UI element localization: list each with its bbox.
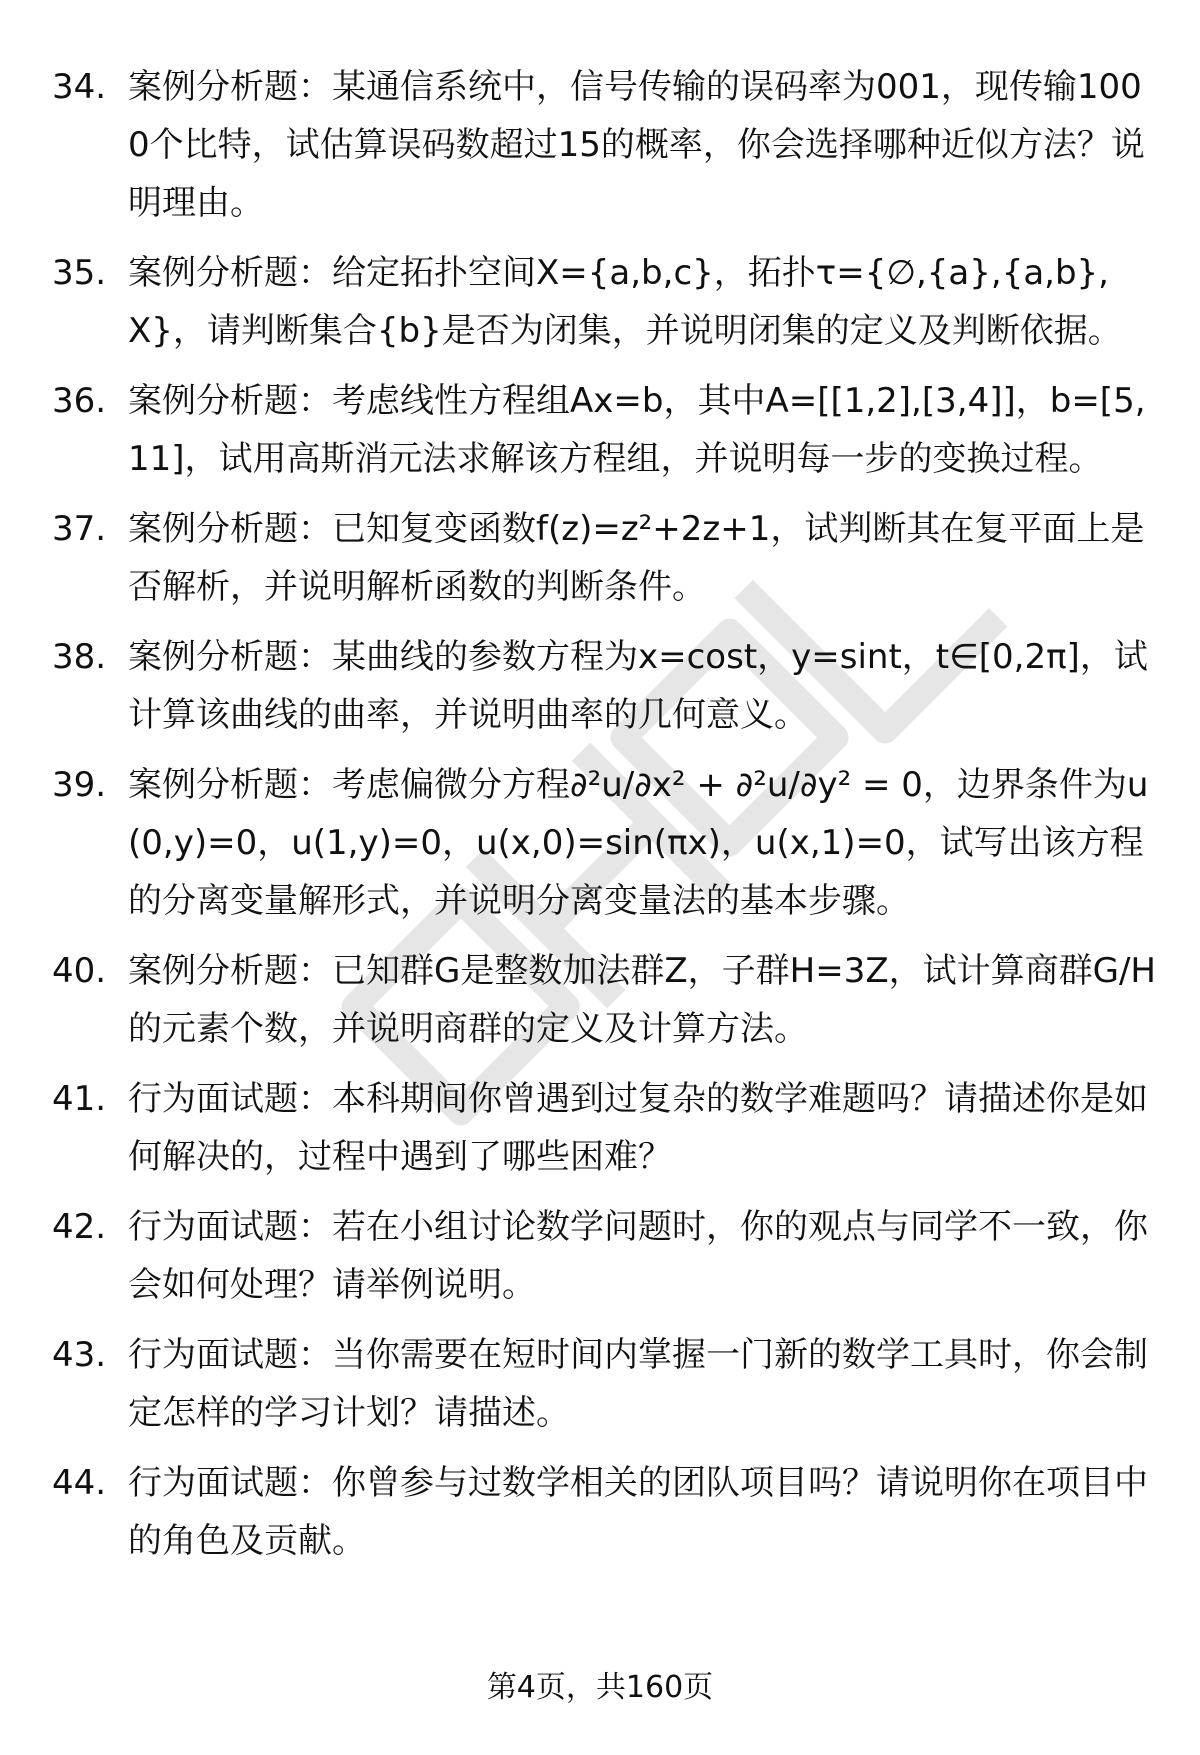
- question-number: 37.: [52, 509, 107, 549]
- question-text: 案例分析题：某通信系统中，信号传输的误码率为001，现传输1000个比特，试估算误码数超过15的概率，你会选择哪种近似方法？说明理由。: [128, 67, 1145, 223]
- question-item: [52, 58, 1162, 232]
- question-item: [52, 500, 1162, 616]
- question-number: 34.: [52, 67, 107, 107]
- question-item: [52, 372, 1162, 488]
- question-number: 44.: [52, 1463, 107, 1503]
- question-text: 行为面试题：若在小组讨论数学问题时，你的观点与同学不一致，你会如何处理？请举例说明。: [128, 1207, 1148, 1305]
- question-number: 41.: [52, 1079, 107, 1119]
- question-number: 39.: [52, 765, 107, 805]
- question-text: 案例分析题：考虑线性方程组Ax=b，其中A=[[1,2],[3,4]]，b=[5,11]，试用高斯消元法求解该方程组，并说明每一步的变换过程。: [128, 381, 1146, 479]
- question-text: 案例分析题：给定拓扑空间X={a,b,c}，拓扑τ={∅,{a},{a,b},X}，请判断集合{b}是否为闭集，并说明闭集的定义及判断依据。: [128, 253, 1122, 351]
- question-number: 43.: [52, 1335, 107, 1375]
- question-item: [52, 1326, 1162, 1442]
- page-number-footer: 第4页，共160页: [486, 1670, 714, 1705]
- question-text: 案例分析题：某曲线的参数方程为x=cost，y=sint，t∈[0,2π]，试计算该曲线的曲率，并说明曲率的几何意义。: [128, 637, 1148, 735]
- question-item: [52, 942, 1162, 1058]
- question-text: 案例分析题：已知群G是整数加法群Z，子群H=3Z，试计算商群G/H的元素个数，并说明商群的定义及计算方法。: [128, 951, 1156, 1049]
- question-text: 行为面试题：当你需要在短时间内掌握一门新的数学工具时，你会制定怎样的学习计划？请描述。: [128, 1335, 1148, 1433]
- question-number: 40.: [52, 951, 107, 991]
- question-text: 行为面试题：本科期间你曾遇到过复杂的数学难题吗？请描述你是如何解决的，过程中遇到了哪些困难？: [128, 1079, 1148, 1177]
- question-item: [52, 756, 1162, 930]
- question-item: [52, 1070, 1162, 1186]
- question-number: 36.: [52, 381, 107, 421]
- question-list: [52, 58, 1162, 1582]
- question-text: 案例分析题：已知复变函数f(z)=z²+2z+1，试判断其在复平面上是否解析，并说明解析函数的判断条件。: [128, 509, 1145, 607]
- question-number: 35.: [52, 253, 107, 293]
- question-item: [52, 1454, 1162, 1570]
- question-number: 42.: [52, 1207, 107, 1247]
- question-item: [52, 1198, 1162, 1314]
- question-item: [52, 244, 1162, 360]
- question-text: 案例分析题：考虑偏微分方程∂²u/∂x² + ∂²u/∂y² = 0，边界条件为u(0,y)=0，u(1,y)=0，u(x,0)=sin(πx)，u(x,1)=0，试写出该方程的分离变量解形式，并说明分离变量法的基本步骤。: [128, 765, 1149, 921]
- question-item: [52, 628, 1162, 744]
- question-text: 行为面试题：你曾参与过数学相关的团队项目吗？请说明你在项目中的角色及贡献。: [128, 1463, 1148, 1561]
- question-number: 38.: [52, 637, 107, 677]
